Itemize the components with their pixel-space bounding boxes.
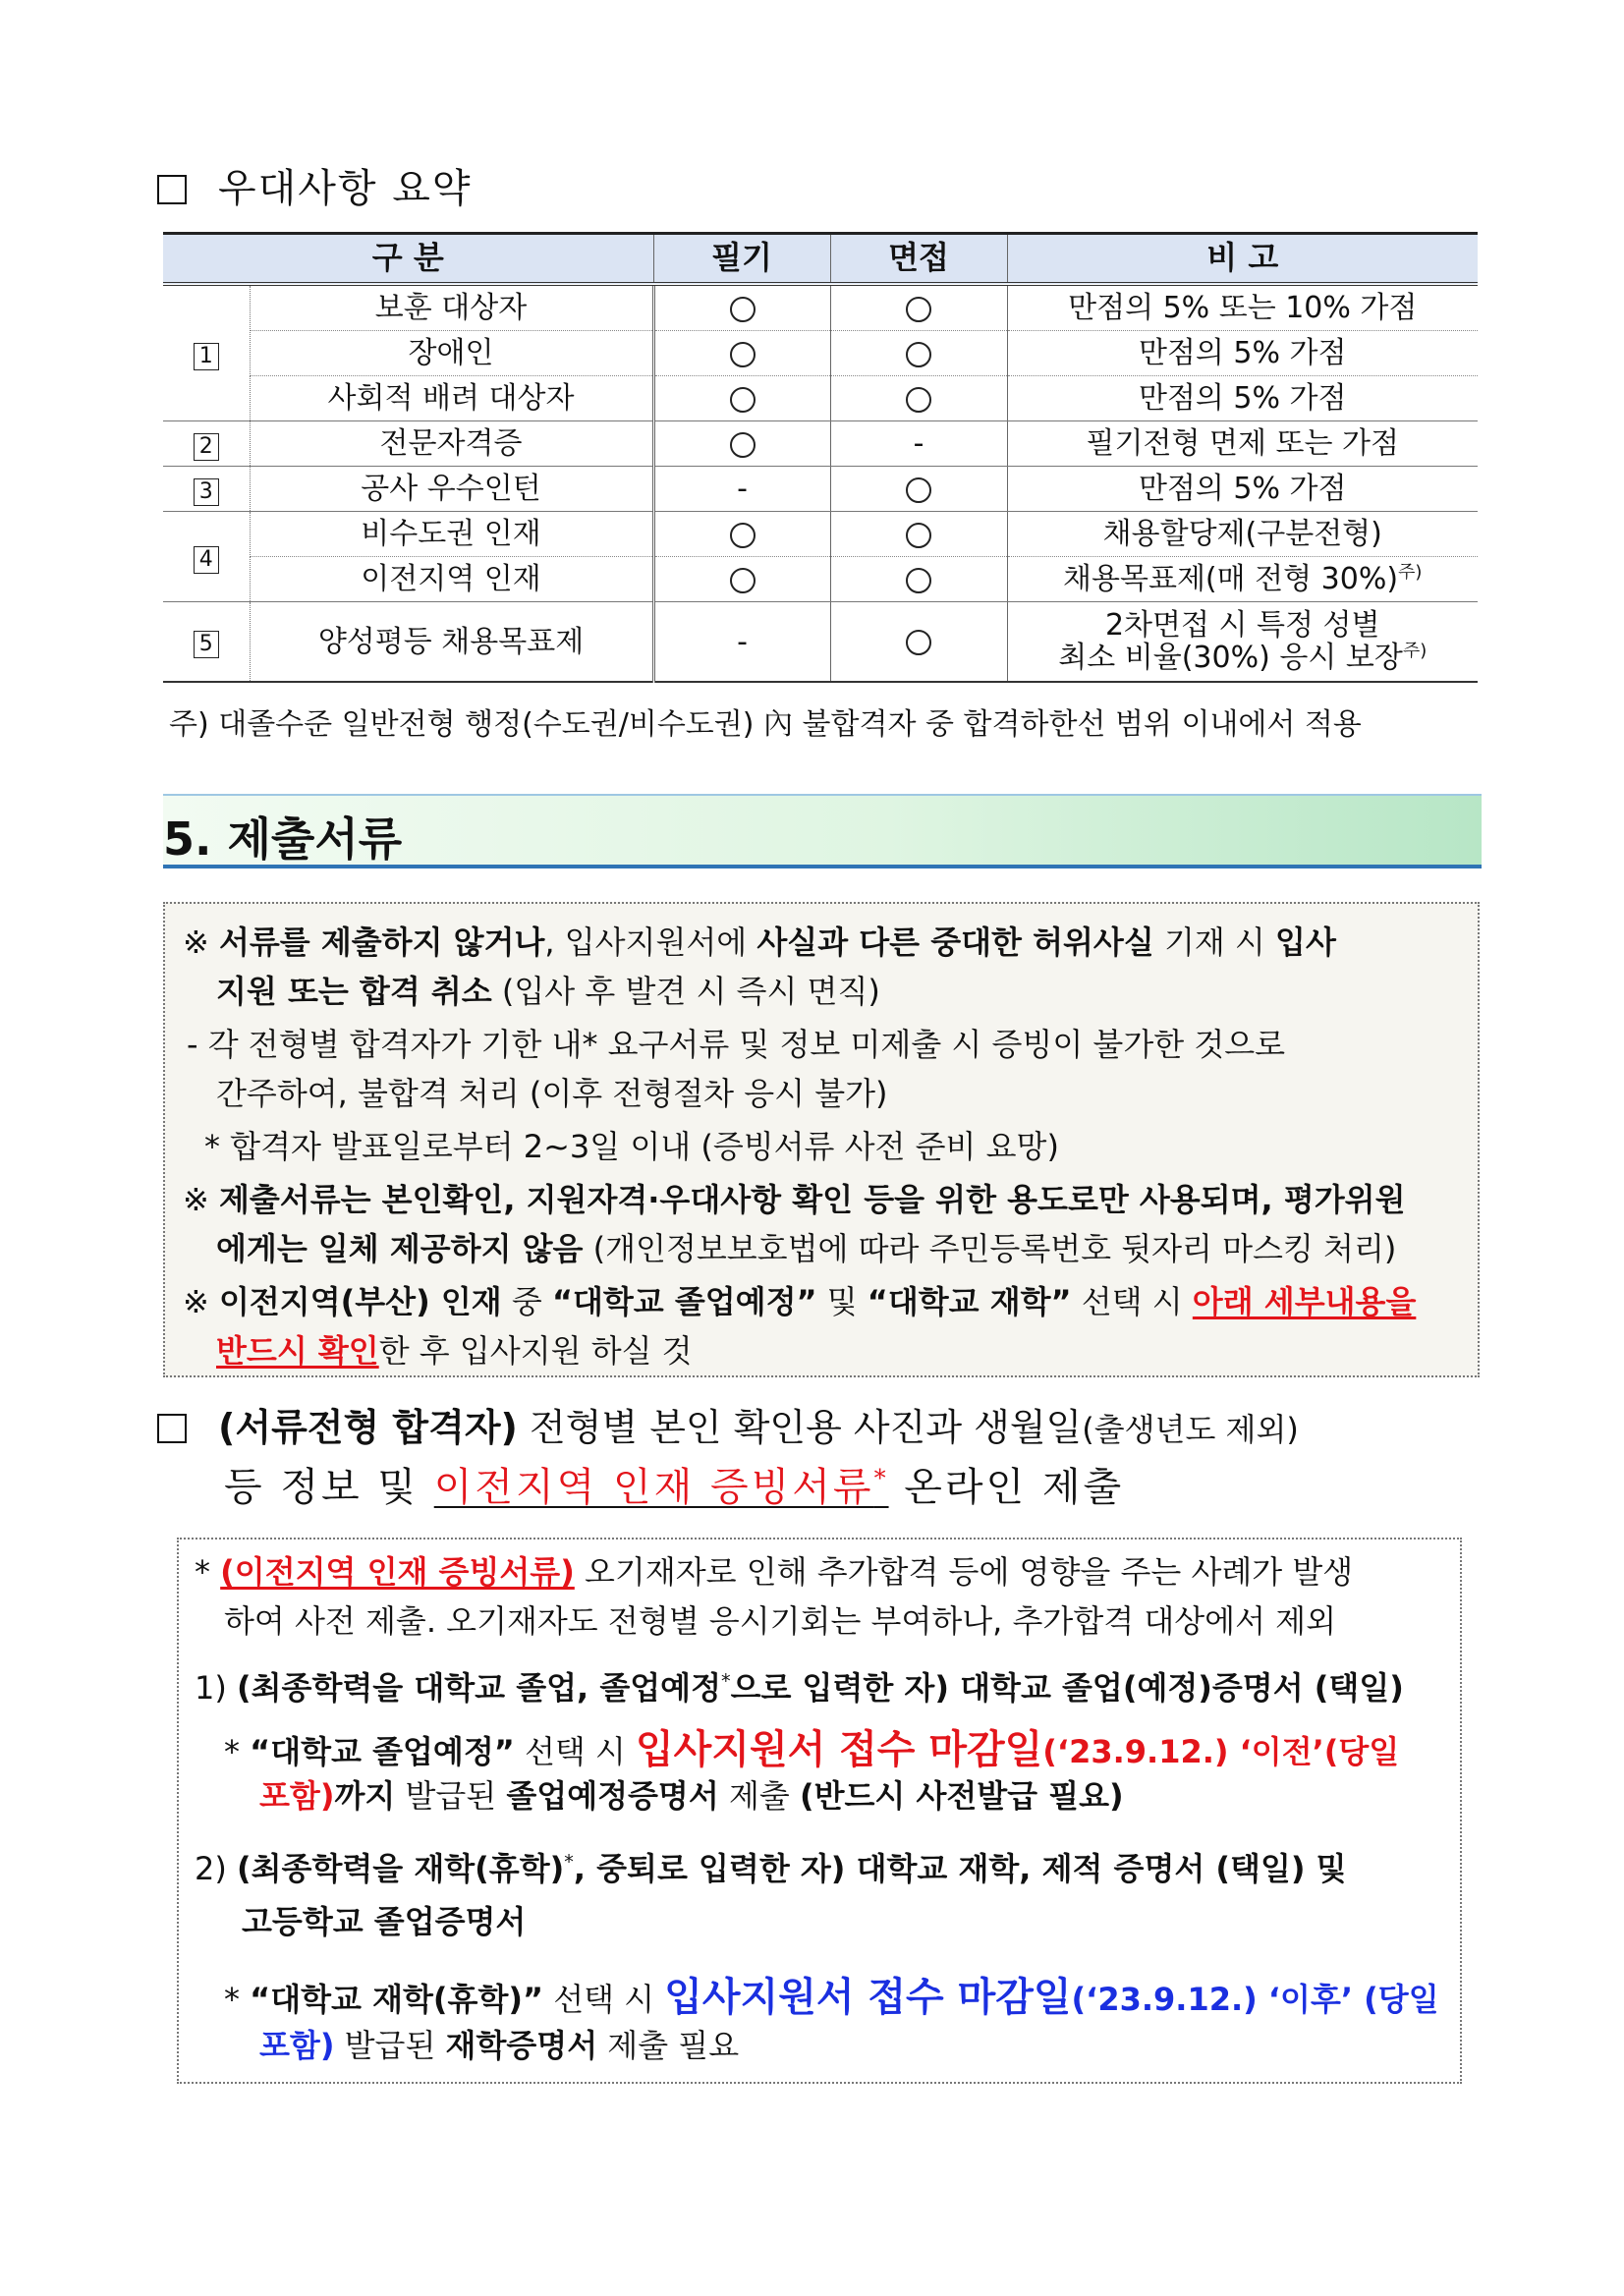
summary-heading: 우대사항 요약 bbox=[157, 157, 473, 213]
notice-line: 간주하여, 불합격 처리 (이후 전형절차 응시 불가) bbox=[216, 1075, 888, 1112]
row-number: 4 bbox=[163, 512, 250, 602]
sub-heading-line2: 등 정보 및 이전지역 인재 증빙서류* 온라인 제출 bbox=[224, 1464, 1125, 1510]
detail-subitem: 포함)까지 발급된 졸업예정증명서 제출 (반드시 사전발급 필요) bbox=[259, 1777, 1124, 1815]
circle-mark-icon bbox=[906, 523, 931, 548]
detail-subitem: 포함) 발급된 재학증명서 제출 필요 bbox=[259, 2027, 740, 2064]
circle-mark-icon bbox=[730, 523, 756, 548]
row-item: 공사 우수인턴 bbox=[250, 467, 653, 512]
checkbox-square-icon bbox=[157, 175, 187, 204]
row-item: 양성평등 채용목표제 bbox=[250, 602, 653, 683]
written-mark bbox=[653, 557, 830, 602]
circle-mark-icon bbox=[906, 387, 931, 413]
table-row bbox=[163, 512, 1478, 557]
row-number: 2 bbox=[163, 421, 250, 467]
written-mark bbox=[653, 512, 830, 557]
table-row bbox=[163, 284, 1478, 331]
row-remark: 만점의 5% 가점 bbox=[1007, 331, 1478, 376]
section-title: 5. 제출서류 bbox=[163, 812, 403, 866]
row-item: 비수도권 인재 bbox=[250, 512, 653, 557]
circle-mark-icon bbox=[730, 432, 756, 458]
table-row bbox=[163, 376, 1478, 421]
written-mark bbox=[653, 376, 830, 421]
interview-mark: - bbox=[830, 421, 1007, 467]
detail-item: 고등학교 졸업증명서 bbox=[242, 1903, 527, 1940]
notice-box bbox=[163, 902, 1480, 1377]
header-written: 필기 bbox=[653, 234, 830, 285]
detail-subitem: * “대학교 졸업예정” 선택 시 입사지원서 접수 마감일(‘23.9.12.) ‘이전’(당일 bbox=[224, 1727, 1400, 1772]
table-footnote: 주) 대졸수준 일반전형 행정(수도권/비수도권) 內 불합격자 중 합격하한선 범위 이내에서 적용 bbox=[169, 707, 1362, 742]
written-mark: - bbox=[653, 467, 830, 512]
circle-mark-icon bbox=[730, 342, 756, 367]
interview-mark bbox=[830, 602, 1007, 683]
row-remark: 채용할당제(구분전형) bbox=[1007, 512, 1478, 557]
notice-line: 지원 또는 합격 취소 (입사 후 발견 시 즉시 면직) bbox=[216, 973, 880, 1010]
interview-mark bbox=[830, 512, 1007, 557]
row-remark: 만점의 5% 가점 bbox=[1007, 376, 1478, 421]
written-mark: - bbox=[653, 602, 830, 683]
circle-mark-icon bbox=[730, 387, 756, 413]
row-number: 3 bbox=[163, 467, 250, 512]
row-item: 보훈 대상자 bbox=[250, 284, 653, 331]
table-header-row bbox=[163, 234, 1478, 285]
notice-line: - 각 전형별 합격자가 기한 내* 요구서류 및 정보 미제출 시 증빙이 불가한 것으로 bbox=[187, 1026, 1286, 1063]
circle-mark-icon bbox=[730, 297, 756, 322]
table-row bbox=[163, 331, 1478, 376]
notice-line: 반드시 확인한 후 입사지원 하실 것 bbox=[216, 1332, 693, 1370]
table-row bbox=[163, 557, 1478, 602]
table-row bbox=[163, 602, 1478, 683]
preference-summary-table bbox=[163, 232, 1478, 683]
notice-line: * 합격자 발표일로부터 2~3일 이내 (증빙서류 사전 준비 요망) bbox=[204, 1128, 1059, 1165]
detail-line: 하여 사전 제출. 오기재자도 전형별 응시기회는 부여하나, 추가합격 대상에서 제외 bbox=[224, 1602, 1336, 1640]
circle-mark-icon bbox=[906, 297, 931, 322]
interview-mark bbox=[830, 467, 1007, 512]
row-number: 1 bbox=[163, 284, 250, 421]
row-remark: 만점의 5% 또는 10% 가점 bbox=[1007, 284, 1478, 331]
header-interview: 면접 bbox=[830, 234, 1007, 285]
detail-item: 1) (최종학력을 대학교 졸업, 졸업예정*으로 입력한 자) 대학교 졸업(예정)증명서 (택일) bbox=[195, 1669, 1404, 1707]
header-category: 구 분 bbox=[163, 234, 653, 285]
written-mark bbox=[653, 421, 830, 467]
row-remark: 2차면접 시 특정 성별 최소 비율(30%) 응시 보장$^{주)}$ bbox=[1007, 602, 1478, 683]
detail-box bbox=[177, 1538, 1462, 2084]
row-remark: 필기전형 면제 또는 가점 bbox=[1007, 421, 1478, 467]
circle-mark-icon bbox=[906, 568, 931, 593]
row-item: 이전지역 인재 bbox=[250, 557, 653, 602]
notice-line: ※ 제출서류는 본인확인, 지원자격·우대사항 확인 등을 위한 용도로만 사용되며, 평가위원 bbox=[183, 1181, 1406, 1218]
checkbox-square-icon bbox=[157, 1414, 187, 1443]
detail-line: * (이전지역 인재 증빙서류) 오기재자로 인해 추가합격 등에 영향을 주는 사례가 발생 bbox=[195, 1553, 1354, 1591]
notice-line: 에게는 일체 제공하지 않음 (개인정보보호법에 따라 주민등록번호 뒷자리 마스킹 처리) bbox=[216, 1230, 1397, 1267]
row-item: 전문자격증 bbox=[250, 421, 653, 467]
table-row bbox=[163, 421, 1478, 467]
detail-subitem: * “대학교 재학(휴학)” 선택 시 입사지원서 접수 마감일(‘23.9.12.) ‘이후’ (당일 bbox=[224, 1975, 1439, 2020]
table-row bbox=[163, 467, 1478, 512]
interview-mark bbox=[830, 557, 1007, 602]
interview-mark bbox=[830, 284, 1007, 331]
sub-heading: (서류전형 합격자) 전형별 본인 확인용 사진과 생월일(출생년도 제외) bbox=[157, 1397, 1299, 1451]
row-number: 5 bbox=[163, 602, 250, 683]
circle-mark-icon bbox=[906, 630, 931, 655]
notice-line: ※ 서류를 제출하지 않거나, 입사지원서에 사실과 다른 중대한 허위사실 기재 시 입사 bbox=[183, 924, 1336, 961]
circle-mark-icon bbox=[906, 477, 931, 503]
written-mark bbox=[653, 331, 830, 376]
row-item: 장애인 bbox=[250, 331, 653, 376]
written-mark bbox=[653, 284, 830, 331]
interview-mark bbox=[830, 376, 1007, 421]
row-remark: 채용목표제(매 전형 30%)$^{주)}$ bbox=[1007, 557, 1478, 602]
circle-mark-icon bbox=[906, 342, 931, 367]
row-remark: 만점의 5% 가점 bbox=[1007, 467, 1478, 512]
detail-item: 2) (최종학력을 재학(휴학)*, 중퇴로 입력한 자) 대학교 재학, 제적 증명서 (택일) 및 bbox=[195, 1850, 1347, 1887]
interview-mark bbox=[830, 331, 1007, 376]
header-remarks: 비 고 bbox=[1007, 234, 1478, 285]
row-item: 사회적 배려 대상자 bbox=[250, 376, 653, 421]
circle-mark-icon bbox=[730, 568, 756, 593]
notice-line: ※ 이전지역(부산) 인재 중 “대학교 졸업예정” 및 “대학교 재학” 선택 시 아래 세부내용을 bbox=[183, 1283, 1417, 1320]
